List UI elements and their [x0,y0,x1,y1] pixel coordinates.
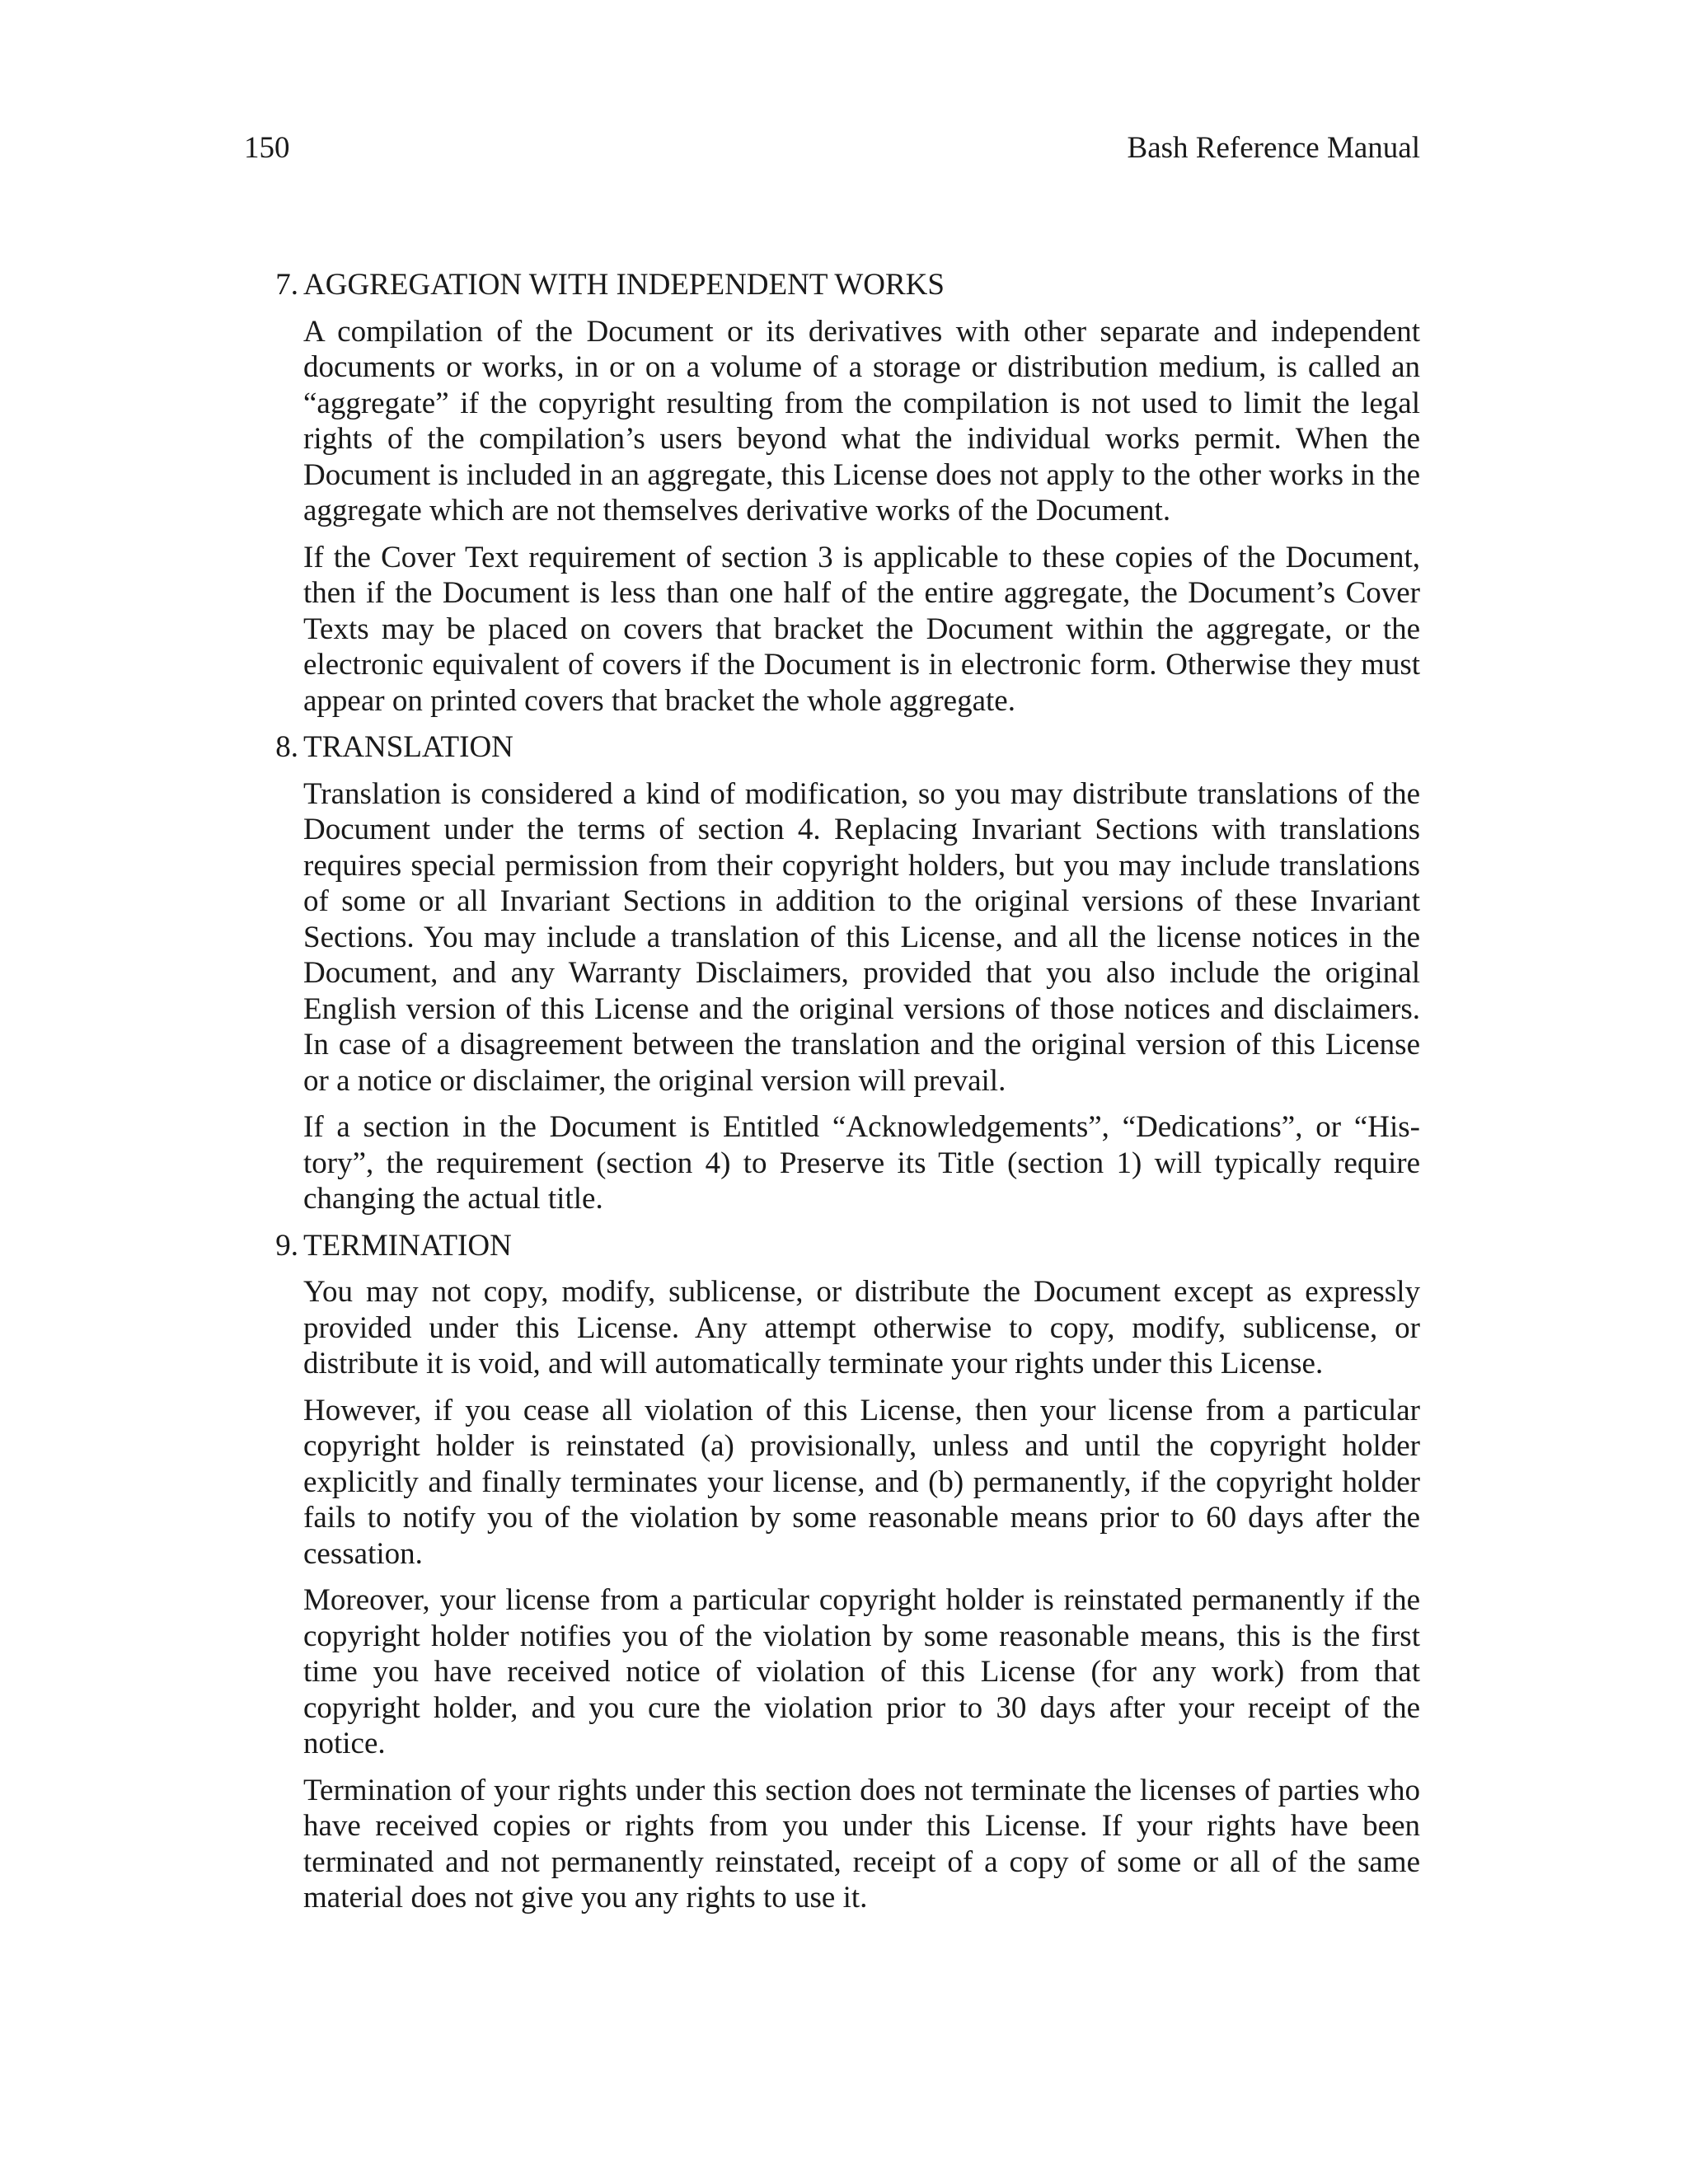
section-heading [275,1228,1420,1264]
paragraph: Translation is considered a kind of modification, so you may distribute translations of the Document under the terms of section 4. Replacing Invariant Sections with translations requires special permission from their copyright holders, but you may include translations of some or all Invariant Sections in addition to the original versions of these Invariant Sections. You may include a translation of this License, and all the license notices in the Document, and any Warranty Disclaimers, provided that you also include the original English version of this License and the original versions of those notices and disclaimers. In case of a disagreement between the translation and the original version of this License or a notice or disclaimer, the original version will prevail. [303,776,1420,1098]
paragraph: Moreover, your license from a particular copyright holder is reinstated permanently if the copyright holder notifies you of the violation by some reasonable means, this is the first time you have received notice of violation of this License (for any work) from that copyright holder, and you cure the violation prior to 30 days after your receipt of the notice. [303,1583,1420,1760]
section-heading [275,729,1420,766]
section-termination [275,1228,1420,1916]
section-title: TERMINATION [303,1228,512,1263]
section-heading [275,267,1420,303]
section-number: 8. [275,730,298,764]
paragraph: However, if you cease all violation of this License, then your license from a particular copyright holder is reinstated (a) provisionally, unless and until the copyright holder explicitly and finally terminates your license, and (b) permanently, if the copyright holder fails to notify you of the violation by some reasonable means prior to 60 days after the cessation. [303,1393,1420,1571]
section-title: TRANSLATION [303,730,513,764]
section-title: AGGREGATION WITH INDEPENDENT WORKS [303,268,945,302]
section-number: 7. [275,268,298,302]
section-aggregation [275,267,1420,719]
page-number: 150 [244,131,290,165]
paragraph: A compilation of the Document or its derivatives with other separate and independent documents or works, in or on a volume of a storage or distribution medium, is called an “aggregate” if the copyright resulting from the compilation is not used to limit the legal rights of the compilation’s users beyond what the individual works permit. When the Document is included in an aggregate, this License does not apply to the other works in the aggregate which are not themselves derivative works of the Document. [303,314,1420,527]
paragraph: You may not copy, modify, sublicense, or distribute the Document except as expressly provided under this License. Any attempt otherwise to copy, modify, sublicense, or distribute it is void, and will automatically terminate your rights under this License. [303,1275,1420,1380]
main-content [275,267,1420,1927]
paragraph: Termination of your rights under this section does not terminate the licenses of parties who have received copies or rights from you under this License. If your rights have been terminated and not permanently reinstated, receipt of a copy of some or all of the same material does not give you any rights to use it. [303,1773,1420,1915]
section-number: 9. [275,1228,298,1263]
section-translation [275,729,1420,1217]
paragraph: If the Cover Text requirement of section 3 is applicable to these copies of the Document, then if the Document is less than one half of the entire aggregate, the Document’s Cover Texts may be placed on covers that bracket the Document within the aggregate, or the electronic equivalent of covers if the Document is in electronic form. Otherwise they must appear on printed covers that bracket the whole aggregate. [303,540,1420,718]
paragraph: If a section in the Document is Entitled “Acknowledgements”, “Dedications”, or “History”, the requirement (section 4) to Preserve its Title (section 1) will typically require changing the actual title. [303,1110,1420,1216]
manual-title: Bash Reference Manual [1127,131,1420,165]
